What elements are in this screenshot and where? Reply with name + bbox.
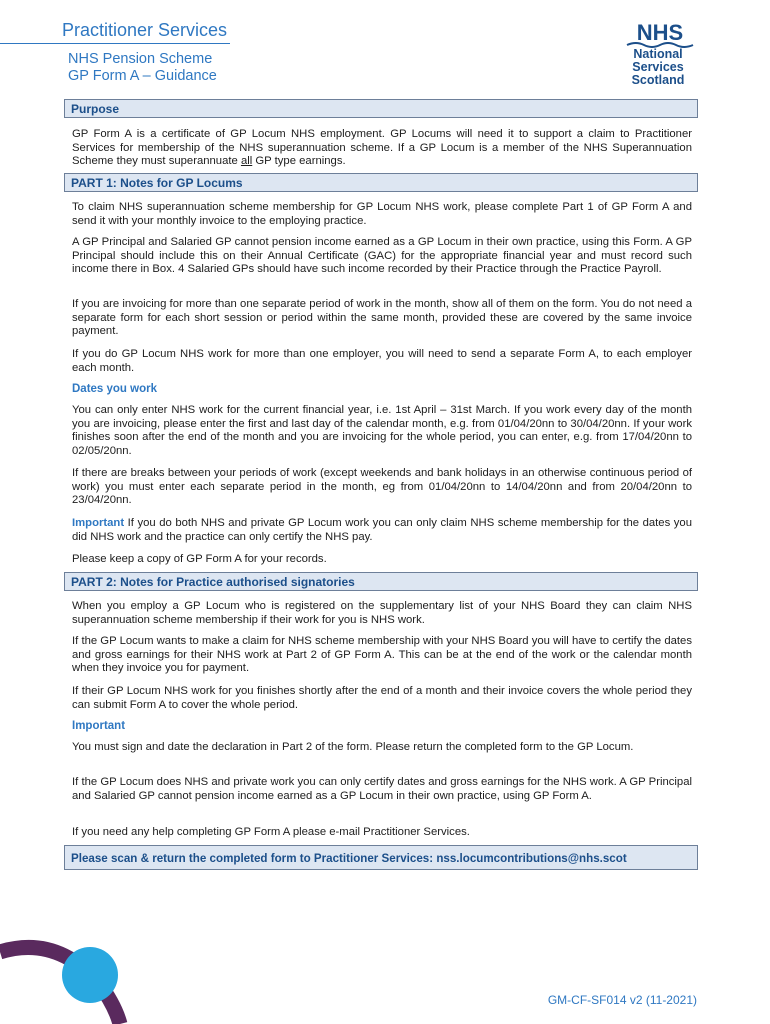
part1-paragraph-5: You can only enter NHS work for the current financial year, i.e. 1st April – 31st March. If you work every day of the month you are invoicing, please enter the first and last day of the calendar month, e.g. from 01/04/20nn to 30/04/20nn. If your work finishes soon after the end of the month and you are invoicing for the whole period, you can enter, e.g. from 17/04/20nn to 02/05/20nn. <box>72 404 692 457</box>
title-divider <box>0 43 230 44</box>
section-heading-part1: PART 1: Notes for GP Locums <box>64 173 698 192</box>
logo-line-services: Services <box>632 60 684 74</box>
subtitle-scheme: NHS Pension Scheme <box>68 51 213 67</box>
form-code: GM-CF-SF014 v2 (11-2021) <box>547 993 697 1007</box>
part2-paragraph-6: If you need any help completing GP Form A please e-mail Practitioner Services. <box>72 826 470 838</box>
part2-paragraph-2: If the GP Locum wants to make a claim for NHS scheme membership with your NHS Board you will have to certify the dates and gross earnings for their NHS work at Part 2 of GP Form A. This can be at the end of the work or the calendar month when they invoice you for payment. <box>72 635 692 675</box>
important-label: Important <box>72 517 125 529</box>
return-instructions-bar: Please scan & return the completed form to Practitioner Services: nss.locumcontributions@nhs.scot <box>64 845 698 870</box>
part1-paragraph-6: If there are breaks between your periods of work (except weekends and bank holidays in an otherwise continuous period of work) you must enter each separate period in the month, eg from 01/04/20nn to 14/04/20nn and from 20/04/20nn to 23/04/20nn. <box>72 467 692 507</box>
part1-paragraph-4: If you do GP Locum NHS work for more than one employer, you will need to send a separate Form A, to each employer each month. <box>72 348 692 374</box>
part1-paragraph-7: Important If you do both NHS and private GP Locum work you can only claim NHS scheme membership for the dates you did NHS work and the practice can only certify the NHS pay. <box>72 517 692 543</box>
decorative-swoosh-icon <box>0 930 130 1024</box>
part2-paragraph-3: If their GP Locum NHS work for you finishes shortly after the end of a month and their invoice covers the whole period they can submit Form A to cover the whole period. <box>72 685 692 711</box>
nhs-mark-icon <box>624 20 696 48</box>
part2-paragraph-1: When you employ a GP Locum who is registered on the supplementary list of your NHS Board they can claim NHS superannuation scheme membership if their work for you is NHS work. <box>72 600 692 626</box>
part1-paragraph-8: Please keep a copy of GP Form A for your records. <box>72 553 327 565</box>
part2-paragraph-4: You must sign and date the declaration in Part 2 of the form. Please return the completed form to the GP Locum. <box>72 741 634 753</box>
part1-paragraph-1: To claim NHS superannuation scheme membership for GP Locum NHS work, please complete Part 1 of GP Form A and send it with your monthly invoice to the employing practice. <box>72 201 692 227</box>
subtitle-form: GP Form A – Guidance <box>68 68 217 84</box>
part1-paragraph-3: If you are invoicing for more than one separate period of work in the month, show all of them on the form. You do not need a separate form for each short session or period within the same month, provided these are covered by the same invoice payment. <box>72 298 692 338</box>
part1-paragraph-2: A GP Principal and Salaried GP cannot pension income earned as a GP Locum in their own practice, using this Form. A GP Principal should include this on their Annual Certificate (GAC) for the appropriate financial year and must record such income there in Box. 4 Salaried GPs should have such income recorded by their Practice through the Practice Payroll. <box>72 236 692 276</box>
nhs-logo <box>618 20 698 100</box>
section-heading-purpose: Purpose <box>64 99 698 118</box>
logo-line-scotland: Scotland <box>631 73 685 87</box>
section-heading-part2: PART 2: Notes for Practice authorised signatories <box>64 572 698 591</box>
svg-text:NHS: NHS <box>636 20 684 45</box>
purpose-paragraph: GP Form A is a certificate of GP Locum NHS employment. GP Locums will need it to support a claim to Practitioner Services for membership of the NHS superannuation scheme. If a GP Locum is a member of the NHS Superannuation Scheme they must superannuate all GP type earnings. <box>72 128 692 168</box>
important-heading: Important <box>72 720 126 732</box>
page-title: Practitioner Services <box>62 20 228 40</box>
logo-line-national: National <box>633 47 683 61</box>
part2-paragraph-5: If the GP Locum does NHS and private work you can only certify dates and gross earnings for the NHS work. A GP Principal and Salaried GP cannot pension income earned as a GP Locum in their own practice, using GP Form A. <box>72 776 692 802</box>
dates-you-work-heading: Dates you work <box>72 383 157 395</box>
